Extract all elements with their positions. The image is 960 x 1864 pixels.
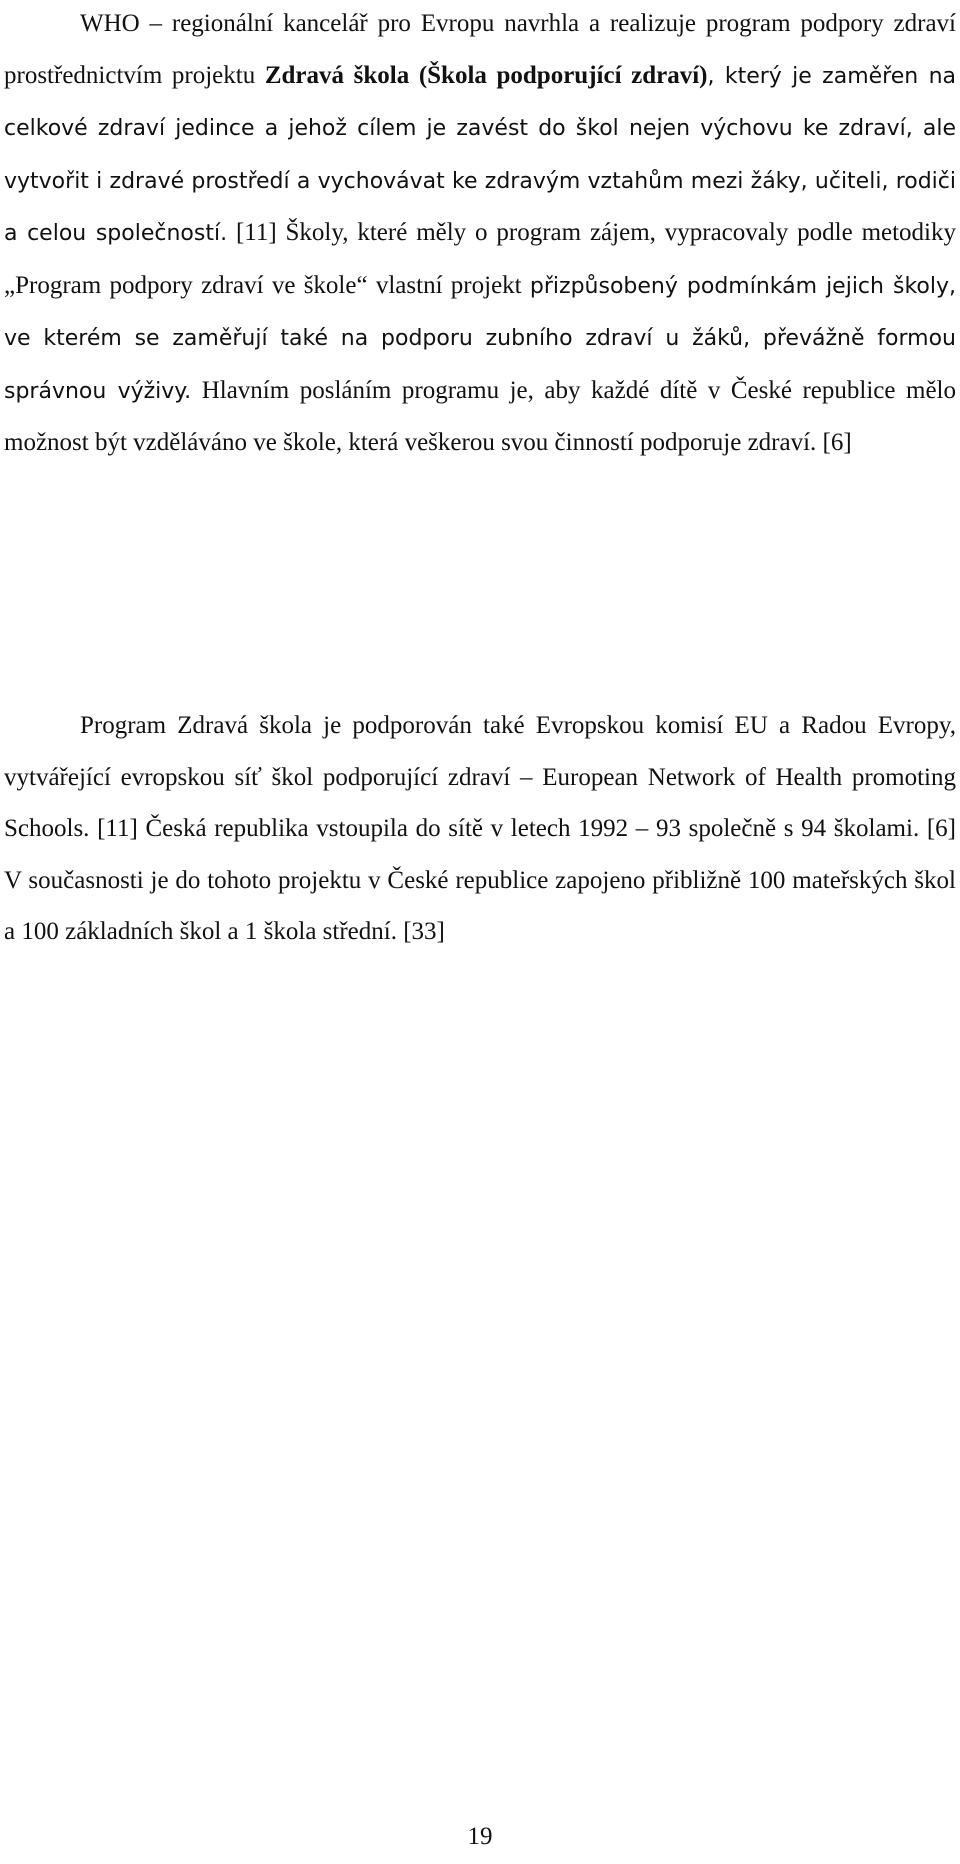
para1-text-mission: Hlavním posláním programu je, aby každé dítě v České republice mělo možnost být vzděláváno ve škole, která veškerou svou činností podporuje zdraví. [6] <box>4 376 956 456</box>
para1-text-goal: , který je zaměřen na celkové zdraví jedince a jehož cílem je zavést do škol nejen výchovu ke zdraví, ale vytvořit i zdravé prostředí a vychovávat ke zdravým vztahům mezi žáky, učiteli, rodiči a celou společností. <box>4 63 956 246</box>
para1-text-dental-health: přizpůsobený podmínkám jejich školy, ve kterém se zaměřují také na podporu zubního zdraví u žáků, převážně formou správnou výživy. <box>4 273 957 404</box>
para1-text-intro: WHO – regionální kancelář pro Evropu navrhla a realizuje program podpory zdraví prostřednictvím projektu <box>4 10 956 89</box>
para1-bold-project-name: Zdravá škola (Škola podporující zdraví) <box>264 61 708 89</box>
paragraph-european-network <box>4 700 956 958</box>
para2-text: Program Zdravá škola je podporován také Evropskou komisí EU a Radou Evropy, vytvářející evropskou síť škol podporující zdraví – European Network of Health promoting Schools. [11] Česká republika vstoupila do sítě v letech 1992 – 93 společně s 94 školami. [6] V současnosti je do tohoto projektu v České republice zapojeno přibližně 100 mateřských škol a 100 základních škol a 1 škola střední. [33] <box>4 712 956 945</box>
para1-text-methodology: [11] Školy, které měly o program zájem, vypracovaly podle metodiky „Program podpory zdraví ve škole“ vlastní projekt <box>4 219 957 299</box>
paragraph-who-healthy-school <box>4 0 956 469</box>
page-number: 19 <box>467 1823 493 1850</box>
